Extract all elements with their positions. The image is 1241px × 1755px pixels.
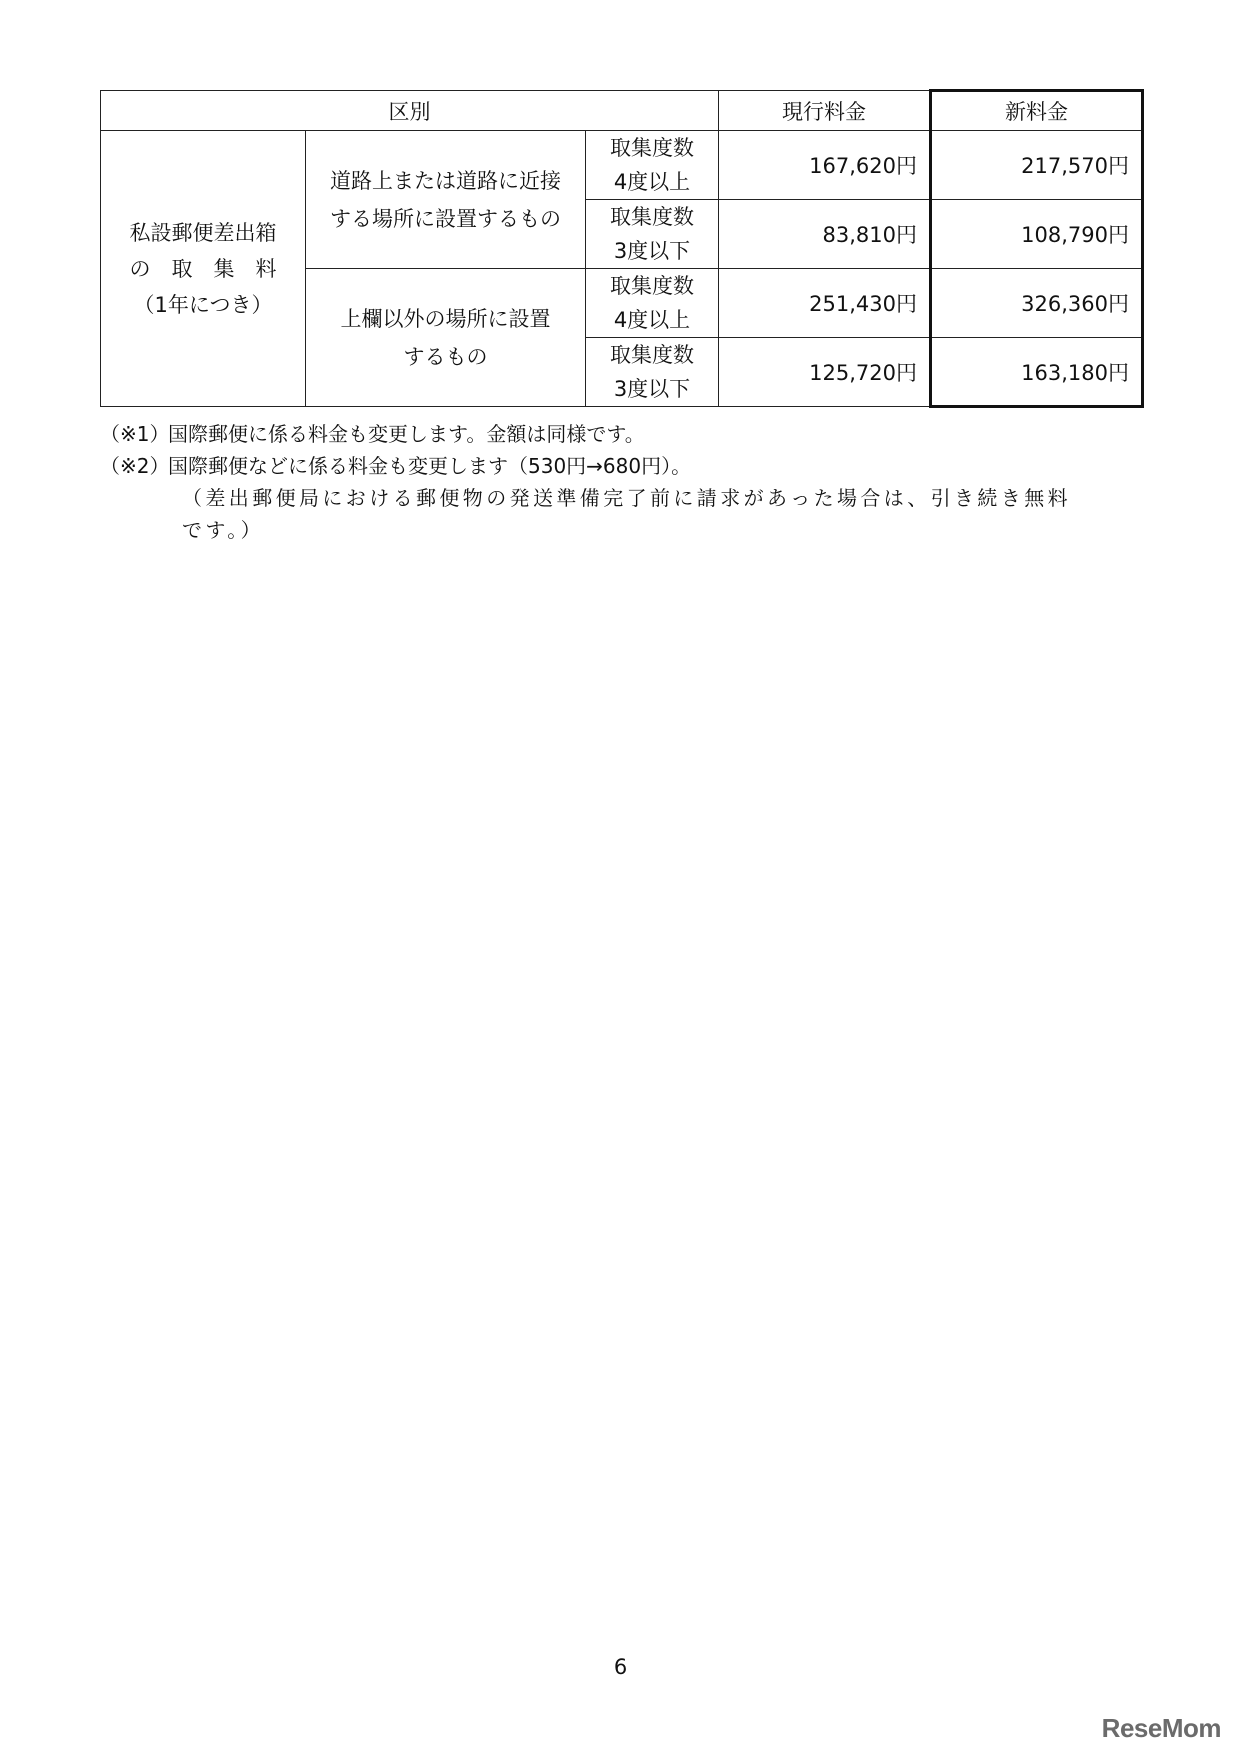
frequency-line: 取集度数 bbox=[610, 343, 694, 367]
current-fee-cell: 83,810円 bbox=[719, 200, 931, 269]
header-new-fee: 新料金 bbox=[931, 91, 1143, 131]
current-fee-cell: 251,430円 bbox=[719, 269, 931, 338]
resemom-logo-watermark: ReseMom bbox=[1101, 1713, 1221, 1743]
location-line: 上欄以外の場所に設置 bbox=[340, 306, 551, 331]
frequency-cell bbox=[586, 338, 719, 407]
frequency-cell bbox=[586, 131, 719, 200]
header-row bbox=[101, 91, 1143, 131]
fee-table bbox=[100, 89, 1144, 408]
service-name-cell bbox=[101, 131, 306, 407]
note-2 bbox=[100, 450, 1142, 482]
service-name-line: の 取 集 料 bbox=[129, 256, 277, 281]
note-text: 国際郵便などに係る料金も変更します（530円→680円）。 bbox=[168, 454, 692, 478]
new-fee-cell: 217,570円 bbox=[931, 131, 1143, 200]
frequency-line: 4度以上 bbox=[613, 170, 691, 194]
new-fee-cell: 108,790円 bbox=[931, 200, 1143, 269]
note-2-sub-line: です。） bbox=[182, 518, 264, 542]
new-fee-cell: 163,180円 bbox=[931, 338, 1143, 407]
frequency-cell bbox=[586, 269, 719, 338]
note-mark: （※1） bbox=[100, 422, 170, 446]
location-cell bbox=[306, 131, 586, 269]
service-name-line: （1年につき） bbox=[133, 292, 273, 317]
new-fee-cell: 326,360円 bbox=[931, 269, 1143, 338]
service-name-line: 私設郵便差出箱 bbox=[129, 220, 277, 245]
frequency-line: 4度以上 bbox=[613, 308, 691, 332]
note-mark: （※2） bbox=[100, 454, 170, 478]
frequency-cell bbox=[586, 200, 719, 269]
header-current-fee: 現行料金 bbox=[719, 91, 931, 131]
header-category: 区別 bbox=[101, 91, 719, 131]
frequency-line: 3度以下 bbox=[613, 377, 691, 401]
frequency-line: 取集度数 bbox=[610, 136, 694, 160]
location-cell bbox=[306, 269, 586, 407]
page-number: 6 bbox=[613, 1655, 628, 1679]
table-row bbox=[101, 131, 1143, 200]
location-line: 道路上または道路に近接 bbox=[330, 168, 561, 193]
frequency-line: 3度以下 bbox=[613, 239, 691, 263]
notes-section bbox=[100, 418, 1142, 546]
note-1 bbox=[100, 418, 1142, 450]
note-text: 国際郵便に係る料金も変更します。金額は同様です。 bbox=[168, 422, 645, 446]
frequency-line: 取集度数 bbox=[610, 205, 694, 229]
note-2-sub-line: （差出郵便局における郵便物の発送準備完了前に請求があった場合は、引き続き無料 bbox=[182, 486, 1071, 510]
frequency-line: 取集度数 bbox=[610, 274, 694, 298]
current-fee-cell: 167,620円 bbox=[719, 131, 931, 200]
location-line: する場所に設置するもの bbox=[330, 206, 561, 231]
location-line: するもの bbox=[403, 344, 488, 369]
current-fee-cell: 125,720円 bbox=[719, 338, 931, 407]
